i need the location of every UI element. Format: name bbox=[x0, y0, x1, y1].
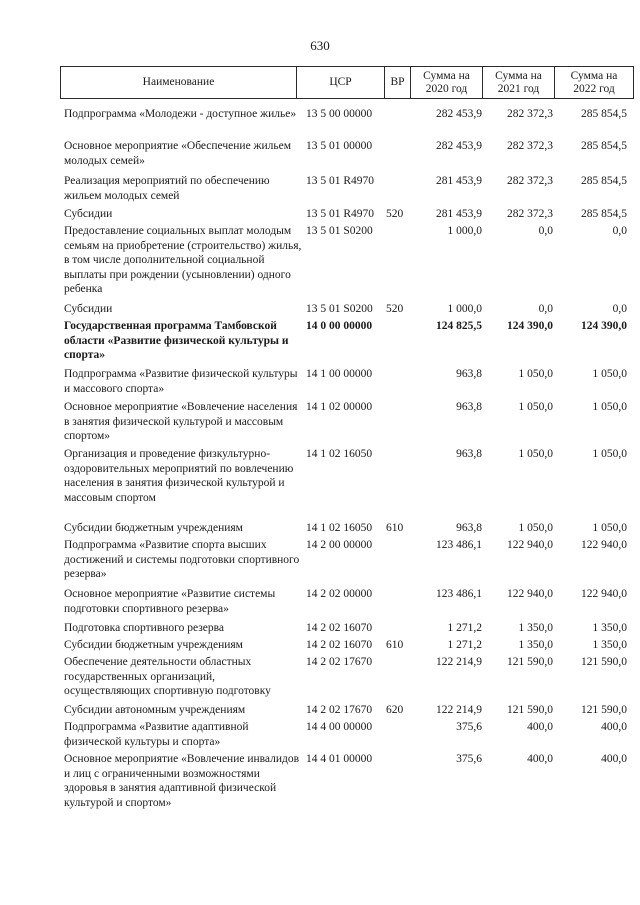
row-csr: 13 5 01 R4970 bbox=[306, 175, 375, 187]
header-vr: ВР bbox=[385, 67, 411, 98]
header-csr: ЦСР bbox=[297, 67, 385, 98]
row-sum-2022: 285 854,5 bbox=[581, 208, 627, 220]
header-name: Наименование bbox=[61, 67, 297, 98]
header-sum-2022: Сумма на 2022 год bbox=[570, 69, 618, 95]
row-csr: 14 2 00 00000 bbox=[306, 539, 373, 551]
row-sum-2021: 1 050,0 bbox=[518, 522, 553, 534]
row-sum-2022: 1 050,0 bbox=[592, 368, 627, 380]
row-sum-2021: 121 590,0 bbox=[507, 656, 553, 668]
row-sum-2022: 122 940,0 bbox=[581, 539, 627, 551]
row-sum-2020: 124 825,5 bbox=[436, 320, 482, 332]
row-name: Основное мероприятие «Обеспечение жильем молодых семей» bbox=[64, 140, 292, 167]
row-csr: 14 0 00 00000 bbox=[306, 320, 373, 332]
row-sum-2021: 1 050,0 bbox=[518, 448, 553, 460]
row-csr: 14 2 02 00000 bbox=[306, 588, 373, 600]
row-sum-2022: 122 940,0 bbox=[581, 588, 627, 600]
row-sum-2021: 122 940,0 bbox=[507, 588, 553, 600]
row-sum-2021: 400,0 bbox=[527, 721, 553, 733]
row-name: Субсидии бюджетным учреждениям bbox=[64, 522, 243, 534]
row-csr: 14 2 02 16070 bbox=[306, 639, 373, 651]
row-sum-2020: 963,8 bbox=[456, 368, 482, 380]
row-sum-2020: 281 453,9 bbox=[436, 208, 482, 220]
table-header bbox=[60, 66, 634, 99]
header-sum-2020: Сумма на 2020 год bbox=[411, 67, 483, 98]
row-vr: 520 bbox=[386, 303, 404, 315]
row-name: Субсидии автономным учреждениям bbox=[64, 704, 246, 716]
row-sum-2020: 1 000,0 bbox=[447, 303, 482, 315]
row-sum-2021: 282 372,3 bbox=[507, 175, 553, 187]
row-name: Основное мероприятие «Развитие системы подготовки спортивного резерва» bbox=[64, 588, 276, 615]
row-name: Реализация мероприятий по обеспечению жильем молодых семей bbox=[64, 175, 270, 202]
row-sum-2022: 1 350,0 bbox=[592, 639, 627, 651]
row-name: Основное мероприятие «Вовлечение инвалидов и лиц с ограниченными возможностями здоровья в занятия адаптивной физической культурой и спортом» bbox=[64, 753, 300, 809]
row-sum-2022: 1 050,0 bbox=[592, 522, 627, 534]
row-sum-2020: 963,8 bbox=[456, 401, 482, 413]
row-sum-2022: 1 350,0 bbox=[592, 622, 627, 634]
row-sum-2020: 963,8 bbox=[456, 522, 482, 534]
row-sum-2020: 963,8 bbox=[456, 448, 482, 460]
row-sum-2021: 124 390,0 bbox=[507, 320, 553, 332]
row-name: Обеспечение деятельности областных государственных организаций, осуществляющих спортивную подготовку bbox=[64, 656, 271, 698]
row-sum-2020: 282 453,9 bbox=[436, 140, 482, 152]
row-sum-2020: 123 486,1 bbox=[436, 588, 482, 600]
row-sum-2020: 122 214,9 bbox=[436, 704, 482, 716]
page-number: 630 bbox=[310, 38, 330, 53]
row-sum-2022: 124 390,0 bbox=[581, 320, 627, 332]
row-sum-2020: 122 214,9 bbox=[436, 656, 482, 668]
row-sum-2022: 121 590,0 bbox=[581, 656, 627, 668]
row-sum-2022: 285 854,5 bbox=[581, 175, 627, 187]
row-sum-2020: 1 271,2 bbox=[447, 622, 482, 634]
row-sum-2022: 400,0 bbox=[601, 753, 627, 765]
row-name: Подпрограмма «Развитие адаптивной физической культуры и спорта» bbox=[64, 721, 249, 748]
row-sum-2021: 1 350,0 bbox=[518, 639, 553, 651]
row-csr: 13 5 01 00000 bbox=[306, 140, 373, 152]
row-sum-2021: 122 940,0 bbox=[507, 539, 553, 551]
header-sum-2021: Сумма на 2021 год bbox=[483, 67, 555, 98]
row-sum-2021: 0,0 bbox=[538, 303, 553, 315]
row-sum-2021: 1 050,0 bbox=[518, 368, 553, 380]
row-sum-2022: 285 854,5 bbox=[581, 108, 627, 120]
row-sum-2021: 1 050,0 bbox=[518, 401, 553, 413]
row-csr: 14 1 02 16050 bbox=[306, 522, 373, 534]
row-sum-2022: 0,0 bbox=[612, 225, 627, 237]
row-name: Субсидии бюджетным учреждениям bbox=[64, 639, 243, 651]
row-name: Подпрограмма «Развитие физической культуры и массового спорта» bbox=[64, 368, 298, 395]
row-name: Предоставление социальных выплат молодым семьям на приобретение (строительство) жилья, в том числе дополнительной социальной выплаты при рождении (усыновлении) одного ребенка bbox=[64, 225, 302, 296]
row-csr: 14 2 02 17670 bbox=[306, 656, 373, 668]
row-sum-2021: 282 372,3 bbox=[507, 208, 553, 220]
row-name: Организация и проведение физкультурно-оздоровительных мероприятий по вовлечению населения в занятия физической культурой и массовым спортом bbox=[64, 448, 294, 504]
row-csr: 14 2 02 16070 bbox=[306, 622, 373, 634]
row-sum-2022: 400,0 bbox=[601, 721, 627, 733]
row-name: Государственная программа Тамбовской области «Развитие физической культуры и спорта» bbox=[64, 320, 289, 362]
row-sum-2020: 282 453,9 bbox=[436, 108, 482, 120]
row-sum-2021: 1 350,0 bbox=[518, 622, 553, 634]
row-sum-2020: 1 271,2 bbox=[447, 639, 482, 651]
row-csr: 13 5 01 R4970 bbox=[306, 208, 375, 220]
row-sum-2022: 285 854,5 bbox=[581, 140, 627, 152]
row-name: Подготовка спортивного резерва bbox=[64, 622, 225, 634]
row-sum-2022: 1 050,0 bbox=[592, 448, 627, 460]
row-vr: 620 bbox=[386, 704, 404, 716]
row-sum-2022: 0,0 bbox=[612, 303, 627, 315]
row-name: Подпрограмма «Молодежи - доступное жилье» bbox=[64, 108, 297, 120]
row-csr: 14 1 00 00000 bbox=[306, 368, 373, 380]
row-sum-2021: 282 372,3 bbox=[507, 108, 553, 120]
row-sum-2021: 400,0 bbox=[527, 753, 553, 765]
row-sum-2022: 1 050,0 bbox=[592, 401, 627, 413]
row-vr: 610 bbox=[386, 522, 404, 534]
row-sum-2021: 121 590,0 bbox=[507, 704, 553, 716]
row-sum-2020: 281 453,9 bbox=[436, 175, 482, 187]
row-csr: 14 1 02 16050 bbox=[306, 448, 373, 460]
row-vr: 610 bbox=[386, 639, 404, 651]
row-sum-2020: 375,6 bbox=[456, 753, 482, 765]
row-csr: 14 4 01 00000 bbox=[306, 753, 373, 765]
row-name: Субсидии bbox=[64, 303, 113, 315]
row-sum-2020: 375,6 bbox=[456, 721, 482, 733]
row-csr: 13 5 01 S0200 bbox=[306, 303, 373, 315]
row-sum-2022: 121 590,0 bbox=[581, 704, 627, 716]
row-sum-2021: 0,0 bbox=[538, 225, 553, 237]
row-name: Подпрограмма «Развитие спорта высших достижений и системы подготовки спортивного резерва» bbox=[64, 539, 300, 581]
row-csr: 14 1 02 00000 bbox=[306, 401, 373, 413]
row-sum-2021: 282 372,3 bbox=[507, 140, 553, 152]
row-sum-2020: 1 000,0 bbox=[447, 225, 482, 237]
row-name: Основное мероприятие «Вовлечение населения в занятия физической культурой и массовым спортом» bbox=[64, 401, 298, 443]
row-name: Субсидии bbox=[64, 208, 113, 220]
row-csr: 13 5 01 S0200 bbox=[306, 225, 373, 237]
row-vr: 520 bbox=[386, 208, 404, 220]
row-csr: 14 2 02 17670 bbox=[306, 704, 373, 716]
row-csr: 13 5 00 00000 bbox=[306, 108, 373, 120]
row-csr: 14 4 00 00000 bbox=[306, 721, 373, 733]
row-sum-2020: 123 486,1 bbox=[436, 539, 482, 551]
